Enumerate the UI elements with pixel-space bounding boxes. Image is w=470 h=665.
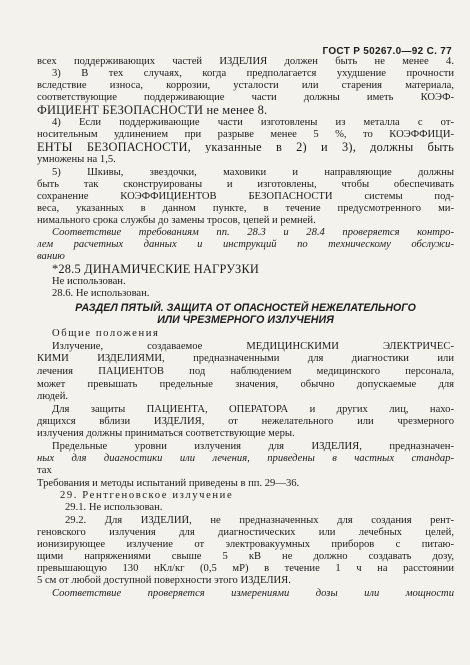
text-line: излучения должны приниматься соответствующие меры. (37, 428, 295, 439)
text-line: Для защиты ПАЦИЕНТА, ОПЕРАТОРА и других лиц, нахо- (52, 404, 454, 415)
text-line: ФИЦИЕНТ БЕЗОПАСНОСТИ не менее 8. (37, 104, 268, 116)
text-line: дящихся вблизи ИЗДЕЛИЯ, от нежелательного или чрезмерного (37, 416, 454, 427)
text-line: Соответствие проверяется измерениями дозы или мощности (52, 588, 454, 599)
subsection-heading: 29. Рентгеновское излучение (60, 490, 234, 501)
text-line: 4) Если поддерживающие части изготовлены из металла с от- (52, 117, 454, 128)
section-title: РАЗДЕЛ ПЯТЫЙ. ЗАЩИТА ОТ ОПАСНОСТЕЙ НЕЖЕЛАТЕЛЬНОГО (75, 302, 416, 314)
text-line: умножены на 1,5. (37, 154, 116, 165)
section-title: ИЛИ ЧРЕЗМЕРНОГО ИЗЛУЧЕНИЯ (157, 314, 334, 326)
text-line: превышающую 130 нКл/кг (0,5 мР) в течение 1 ч на расстоянии (37, 563, 454, 574)
subsection-heading: Общие положения (52, 328, 160, 339)
text-line: тах (37, 465, 52, 476)
text-line: Соответствие требованиям пп. 28.3 и 28.4 проверяется контро- (52, 227, 454, 238)
text-line: соответствующие поддерживающие части должны иметь КОЭФ- (37, 92, 454, 103)
text-line: лечения ПАЦИЕНТОВ под наблюдением медицинского персонала, (37, 366, 454, 377)
text-line: 29.1. Не использован. (65, 502, 163, 513)
text-line: нимального срока службы до замены тросов, цепей и ремней. (37, 215, 316, 226)
text-line: может превышать предельные значения, обычно допускаемые для (37, 379, 454, 390)
text-line: носительным удлинением при разрыве менее 5 %, то КОЭФФИЦИ- (37, 129, 454, 140)
text-line: всех поддерживающих частей ИЗДЕЛИЯ должен быть не менее 4. (37, 56, 454, 67)
text-line: 28.6. Не использован. (52, 288, 150, 299)
text-line: КИМИ ИЗДЕЛИЯМИ, предназначенными для диагностики или (37, 353, 454, 364)
text-line: щими напряжениями свыше 5 кВ не должно создавать дозу, (37, 551, 454, 562)
page-header: ГОСТ Р 50267.0—92 С. 77 (322, 46, 452, 57)
text-line: людей. (37, 391, 69, 402)
text-line: ЕНТЫ БЕЗОПАСНОСТИ, указанные в 2) и 3), должны быть (37, 141, 454, 153)
text-line: Требования и методы испытаний приведены в пп. 29—36. (37, 478, 300, 489)
text-line: веса, указанных в данном пункте, в течение предусмотренного ми- (37, 203, 454, 214)
text-line: вследствие износа, коррозии, усталости или старения материала, (37, 80, 454, 91)
subsection-heading: *28.5 ДИНАМИЧЕСКИЕ НАГРУЗКИ (52, 263, 260, 275)
text-line: ионизирующее излучение от электровакуумных приборов с питаю- (37, 539, 454, 550)
text-line: ванию (37, 251, 65, 262)
text-line: Не использован. (52, 276, 126, 287)
text-line: 29.2. Для ИЗДЕЛИЙ, не предназначенных для создания рент- (65, 515, 454, 526)
text-line: 3) В тех случаях, когда предполагается ухудшение прочности (52, 68, 454, 79)
text-line: Предельные уровни излучения для ИЗДЕЛИЯ, предназначен- (52, 441, 454, 452)
text-line: сохранение КОЭФФИЦИЕНТОВ БЕЗОПАСНОСТИ системы под- (37, 191, 454, 202)
text-line: Излучение, создаваемое МЕДИЦИНСКИМИ ЭЛЕКТРИЧЕС- (52, 341, 454, 352)
text-line: 5) Шкивы, звездочки, маховики и направляющие должны (52, 167, 454, 178)
text-line: геновского излучения для диагностических или лечебных целей, (37, 527, 454, 538)
text-line: лем расчетных данных и инструкций по техническому обслужи- (37, 239, 454, 250)
text-line: ных для диагностики или лечения, приведены в частных стандар- (37, 453, 454, 464)
text-line: 5 см от любой доступной поверхности этого ИЗДЕЛИЯ. (37, 575, 291, 586)
text-line: быть так сконструированы и изготовлены, чтобы обеспечивать (37, 179, 454, 190)
